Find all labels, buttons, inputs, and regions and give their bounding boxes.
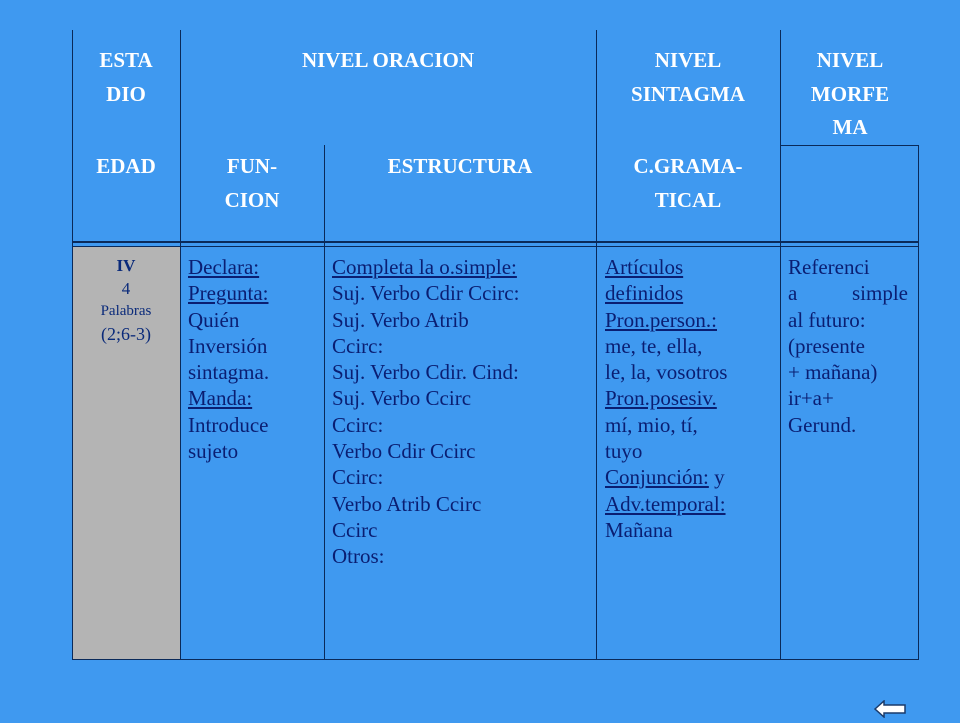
morfema-line: ir+a+ [788,386,834,411]
grid-line [72,241,919,243]
estadio-cell [72,254,180,346]
grid-line [72,30,73,660]
estadio-age: (2;6-3) [101,324,151,344]
morfema-line: Referenci [788,255,870,279]
header-nivel-sintagma: NIVEL SINTAGMA [631,48,745,106]
header-estructura: ESTRUCTURA [387,154,533,178]
morfema-line: al futuro: [788,307,866,332]
c-gramatical-line: Adv.temporal: [605,491,726,516]
estructura-line: Suj. Verbo Cdir Ccirc: [332,281,520,306]
morfema-cell [788,254,908,438]
estructura-line: Suj. Verbo Cdir. Cind: [332,360,519,385]
estadio-number: 4 [121,279,131,298]
estructura-cell [332,254,592,570]
grid-line [596,30,597,660]
estadio-words: Palabras [100,303,152,319]
c-gramatical-line: definidos [605,281,684,306]
c-gramatical-line-rest: y [708,465,725,490]
estructura-line: Suj. Verbo Atrib [332,307,469,332]
estructura-line: Verbo Atrib Ccirc [332,491,482,516]
funcion-cell [188,254,320,464]
grid-line [72,659,919,660]
c-gramatical-cell [605,254,777,543]
funcion-line: sintagma. [188,360,270,385]
c-gramatical-line [605,464,777,490]
funcion-line: Inversión [188,333,268,358]
funcion-line: Introduce [188,412,269,437]
funcion-line: Quién [188,307,240,332]
header-nivel-morfema: NIVEL MORFE MA [810,48,890,140]
grid-line [180,30,181,660]
funcion-line: sujeto [188,439,239,464]
grid-line [780,145,919,146]
estructura-line: Otros: [332,544,385,569]
grid-line [72,246,919,247]
grid-line [918,145,919,660]
funcion-line: Pregunta: [188,281,269,306]
estructura-line: Ccirc: [332,412,384,437]
c-gramatical-line: tuyo [605,439,643,464]
c-gramatical-line: mí, mio, tí, [605,412,698,437]
estructura-line: Verbo Cdir Ccirc [332,439,476,464]
funcion-line: Manda: [188,386,253,411]
c-gramatical-line: le, la, vosotros [605,360,728,385]
back-arrow-icon [874,700,906,718]
c-gramatical-line-underlined: Conjunción: [605,465,709,490]
header-edad: EDAD [96,154,156,178]
grid-line [324,145,325,660]
morfema-line: a simple [788,281,908,306]
c-gramatical-line: Mañana [605,517,673,542]
funcion-line: Declara: [188,255,260,279]
estructura-line: Ccirc: [332,465,384,490]
estadio-roman: IV [116,256,136,275]
estructura-line: Ccirc [332,517,378,542]
morfema-line: Gerund. [788,412,857,437]
morfema-line: + mañana) [788,360,878,385]
header-funcion: FUN- CION [224,154,280,212]
estructura-line: Suj. Verbo Ccirc [332,386,472,411]
morfema-line: (presente [788,333,865,358]
back-button[interactable] [874,700,906,718]
c-gramatical-line: Pron.posesiv. [605,386,717,411]
estructura-line: Ccirc: [332,333,384,358]
header-nivel-oracion: NIVEL ORACION [301,48,475,72]
c-gramatical-line: me, te, ella, [605,333,703,358]
c-gramatical-line: Artículos [605,255,684,279]
grid-line [780,30,781,660]
header-c-gramatical: C.GRAMA- TICAL [633,154,743,212]
header-estadio: ESTA DIO [99,48,153,106]
estructura-line: Completa la o.simple: [332,255,517,279]
c-gramatical-line: Pron.person.: [605,307,717,332]
